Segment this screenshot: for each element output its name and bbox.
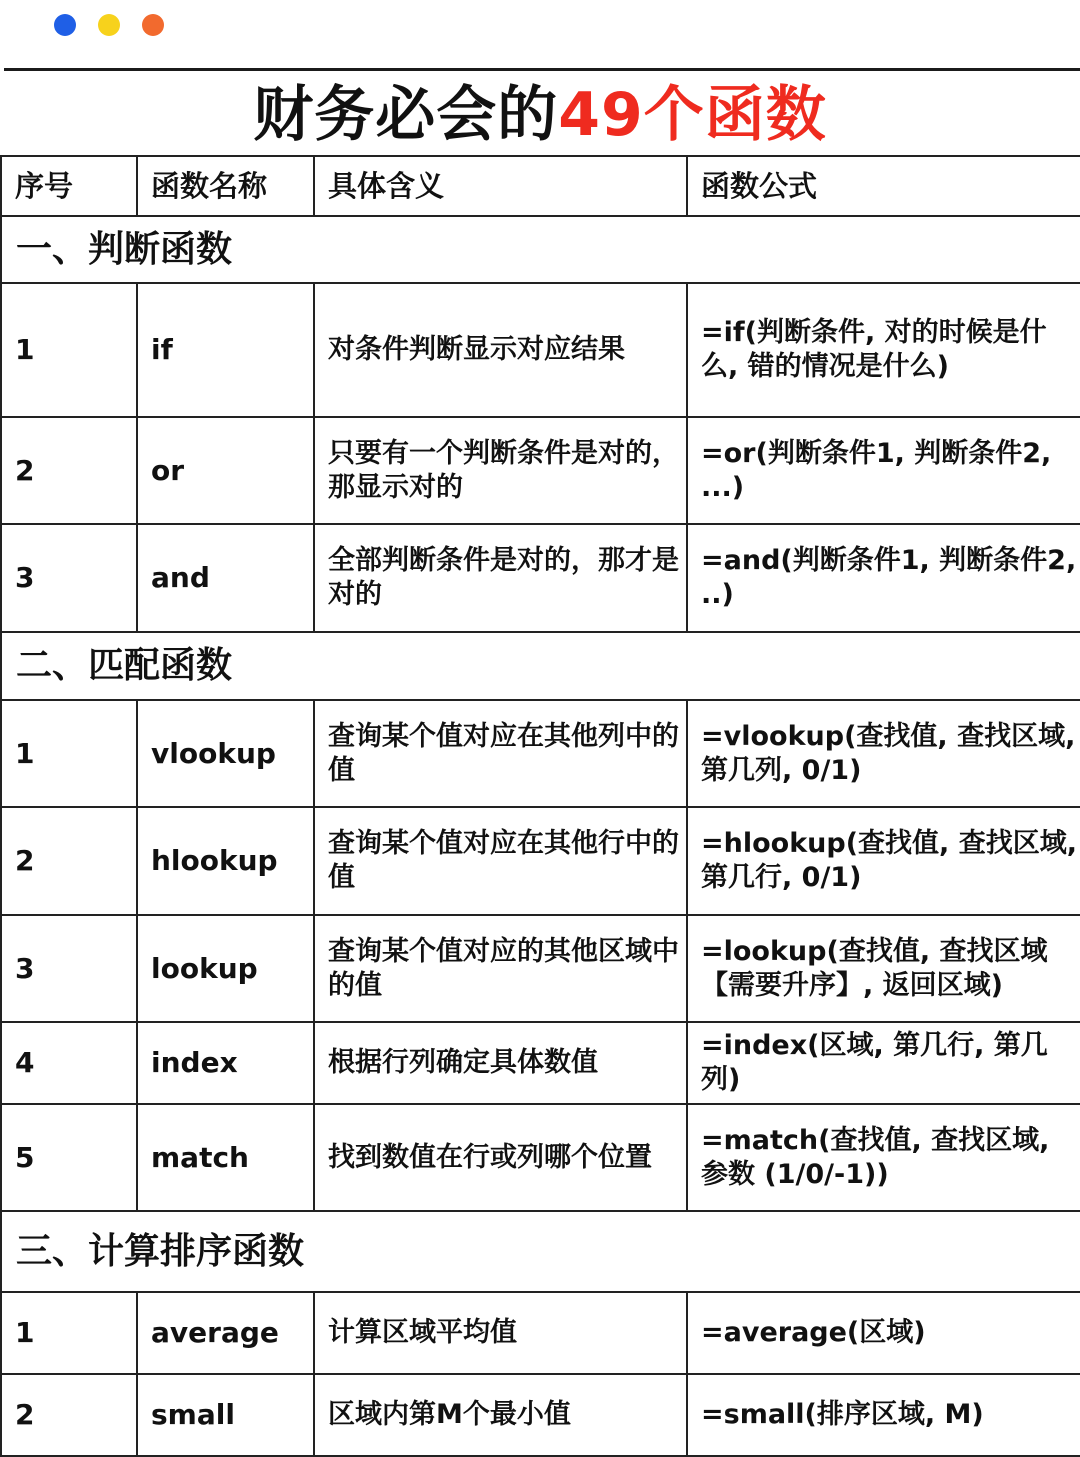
row-index: 3 <box>1 524 137 632</box>
table-row <box>1 283 1080 417</box>
section-row <box>1 632 1080 700</box>
row-index: 1 <box>1 1292 137 1374</box>
function-formula: =or(判断条件1, 判断条件2, ...) <box>687 417 1080 524</box>
function-formula: =small(排序区域, M) <box>687 1374 1080 1456</box>
table-row <box>1 417 1080 524</box>
top-divider <box>4 68 1080 71</box>
function-formula: =lookup(查找值, 查找区域【需要升序】, 返回区域) <box>687 915 1080 1022</box>
header-meaning: 具体含义 <box>314 156 687 216</box>
function-name: lookup <box>137 915 314 1022</box>
section-title: 一、判断函数 <box>1 216 1080 283</box>
header-index: 序号 <box>1 156 137 216</box>
function-name: hlookup <box>137 807 314 915</box>
row-index: 2 <box>1 417 137 524</box>
functions-table <box>0 155 1080 1457</box>
orange-dot-icon <box>142 14 164 36</box>
function-meaning: 根据行列确定具体数值 <box>314 1022 687 1104</box>
title-black-part: 财务必会的 <box>253 80 559 150</box>
section-title: 三、计算排序函数 <box>1 1211 1080 1292</box>
row-index: 2 <box>1 807 137 915</box>
function-name: index <box>137 1022 314 1104</box>
header-name: 函数名称 <box>137 156 314 216</box>
function-meaning: 只要有一个判断条件是对的，那显示对的 <box>314 417 687 524</box>
table-row <box>1 524 1080 632</box>
function-meaning: 查询某个值对应在其他行中的值 <box>314 807 687 915</box>
section-row <box>1 216 1080 283</box>
row-index: 2 <box>1 1374 137 1456</box>
function-meaning: 全部判断条件是对的，那才是对的 <box>314 524 687 632</box>
row-index: 1 <box>1 283 137 417</box>
table-row <box>1 1292 1080 1374</box>
function-name: vlookup <box>137 700 314 807</box>
function-formula: =index(区域, 第几行, 第几列) <box>687 1022 1080 1104</box>
header-formula: 函数公式 <box>687 156 1080 216</box>
function-name: or <box>137 417 314 524</box>
function-formula: =hlookup(查找值, 查找区域, 第几行, 0/1) <box>687 807 1080 915</box>
function-formula: =average(区域) <box>687 1292 1080 1374</box>
title-red-part: 49个函数 <box>558 80 827 150</box>
table-row <box>1 1022 1080 1104</box>
function-meaning: 区域内第M个最小值 <box>314 1374 687 1456</box>
section-row <box>1 1211 1080 1292</box>
row-index: 1 <box>1 700 137 807</box>
function-formula: =if(判断条件, 对的时候是什么, 错的情况是什么) <box>687 283 1080 417</box>
row-index: 3 <box>1 915 137 1022</box>
function-formula: =vlookup(查找值, 查找区域, 第几列, 0/1) <box>687 700 1080 807</box>
table-row <box>1 1374 1080 1456</box>
function-formula: =match(查找值, 查找区域, 参数 (1/0/-1)) <box>687 1104 1080 1211</box>
function-meaning: 找到数值在行或列哪个位置 <box>314 1104 687 1211</box>
function-name: small <box>137 1374 314 1456</box>
table-header-row <box>1 156 1080 216</box>
yellow-dot-icon <box>98 14 120 36</box>
table-row <box>1 1104 1080 1211</box>
function-meaning: 计算区域平均值 <box>314 1292 687 1374</box>
page-title <box>0 76 1080 154</box>
table-row <box>1 915 1080 1022</box>
function-name: and <box>137 524 314 632</box>
section-title: 二、匹配函数 <box>1 632 1080 700</box>
blue-dot-icon <box>54 14 76 36</box>
table-row <box>1 700 1080 807</box>
row-index: 4 <box>1 1022 137 1104</box>
window-dots <box>54 14 164 36</box>
function-formula: =and(判断条件1, 判断条件2, ..) <box>687 524 1080 632</box>
function-meaning: 查询某个值对应在其他列中的值 <box>314 700 687 807</box>
row-index: 5 <box>1 1104 137 1211</box>
function-name: average <box>137 1292 314 1374</box>
function-meaning: 对条件判断显示对应结果 <box>314 283 687 417</box>
table-row <box>1 807 1080 915</box>
function-meaning: 查询某个值对应的其他区域中的值 <box>314 915 687 1022</box>
function-name: if <box>137 283 314 417</box>
function-name: match <box>137 1104 314 1211</box>
